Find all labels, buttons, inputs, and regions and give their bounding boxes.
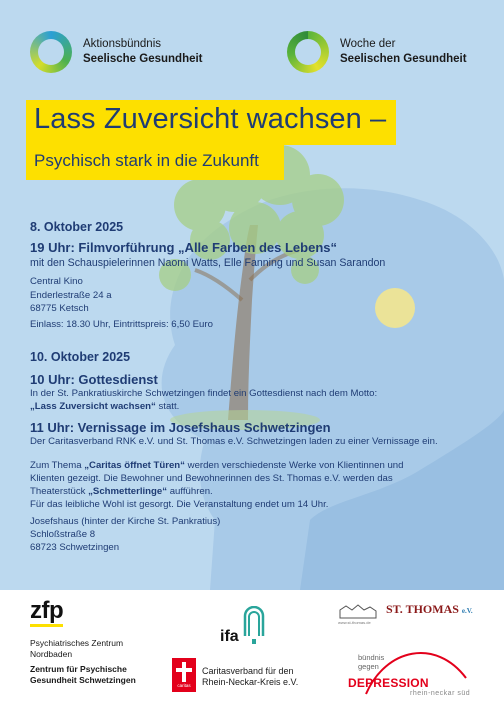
day2-city: 68723 Schwetzingen <box>30 542 120 553</box>
theme-line-1 <box>30 460 403 473</box>
logo-left-line1: Aktionsbündnis <box>83 38 161 50</box>
depression-line2: gegen <box>358 661 379 671</box>
caritas-mark: caritas <box>177 683 191 688</box>
theme-line-3 <box>30 486 213 499</box>
theme-pre: Zum Thema <box>30 460 85 471</box>
caritas-flame-cross-icon <box>175 661 193 683</box>
day1-street: Enderlestraße 24 a <box>30 290 112 301</box>
service-text: In der St. Pankratiuskirche Schwetzingen findet ein Gottesdienst nach dem Motto: <box>30 388 378 399</box>
st-thomas-building-icon <box>338 602 378 622</box>
day1-venue: Central Kino <box>30 276 83 287</box>
service-motto: „Lass Zuversicht wachsen“ <box>30 401 156 412</box>
zfp-logo <box>30 598 63 627</box>
day1-date: 8. Oktober 2025 <box>30 220 124 234</box>
zfp-sub-line1: Zentrum für Psychische <box>30 664 127 674</box>
depression-region: rhein-neckar süd <box>410 690 471 697</box>
day2-street: Schloßstraße 8 <box>30 529 96 540</box>
theme-post: werden verschiedenste Werke von Klientinnen und <box>184 460 404 471</box>
aktionsbuendnis-logo <box>30 31 203 73</box>
day1-cast: mit den Schauspielerinnen Naomi Watts, Elle Fanning und Susan Sarandon <box>30 257 386 269</box>
sponsor-footer <box>0 590 504 712</box>
caritas-name <box>202 666 298 688</box>
day1-entry: Einlass: 18.30 Uhr, Eintrittspreis: 6,50 Euro <box>30 319 213 330</box>
ifa-arch-icon <box>243 606 265 646</box>
st-thomas-logo <box>386 602 473 617</box>
zfp-name-line2: Nordbaden <box>30 649 73 659</box>
page-title: Lass Zuversicht wachsen – <box>34 103 387 135</box>
service-title: 10 Uhr: Gottesdienst <box>30 372 158 387</box>
vernissage-title: 11 Uhr: Vernissage im Josefshaus Schwetzingen <box>30 420 331 435</box>
day1-city: 68775 Ketsch <box>30 303 89 314</box>
theme-line-4: Für das leibliche Wohl ist gesorgt. Die Veranstaltung endet um 14 Uhr. <box>30 499 329 510</box>
theme-line-2: Klienten gezeigt. Die Bewohner und Bewohnerinnen des St. Thomas e.V. werden das <box>30 473 393 484</box>
ring-logo-icon <box>30 31 72 73</box>
zfp-name <box>30 638 123 660</box>
depression-word: DEPRESSION <box>348 676 429 690</box>
theme-name: „Caritas öffnet Türen“ <box>84 460 185 471</box>
logo-left-line2: Seelische Gesundheit <box>83 53 203 65</box>
depression-small <box>358 654 384 671</box>
day2-venue: Josefshaus (hinter der Kirche St. Pankratius) <box>30 516 221 527</box>
depression-line1: bündnis <box>358 653 385 662</box>
caritas-logo <box>172 658 196 692</box>
logo-right-line2: Seelischen Gesundheit <box>340 53 467 65</box>
st-thomas-small-text: www.st-thomas.de <box>338 620 371 625</box>
logo-right-line1: Woche der <box>340 38 396 50</box>
ifa-wordmark: ifa <box>220 628 239 645</box>
st-thomas-name: ST. THOMAS <box>386 602 459 616</box>
ifa-logo <box>220 606 265 646</box>
caritas-name-line2: Rhein-Neckar-Kreis e.V. <box>202 677 299 687</box>
zfp-wordmark: zfp <box>30 598 63 627</box>
vernissage-text: Der Caritasverband RNK e.V. und St. Thomas e.V. Schwetzingen laden zu einer Vernissage ein. <box>30 436 438 447</box>
day2-date: 10. Oktober 2025 <box>30 350 131 364</box>
day1-event-title: 19 Uhr: Filmvorführung „Alle Farben des Lebens“ <box>30 240 337 255</box>
zfp-name-line1: Psychiatrisches Zentrum <box>30 638 124 648</box>
zfp-sub <box>30 664 136 686</box>
st-thomas-suffix: e.V. <box>461 607 473 615</box>
caritas-name-line1: Caritasverband für den <box>202 666 294 676</box>
play-post: aufführen. <box>167 486 213 497</box>
play-pre: Theaterstück <box>30 486 89 497</box>
zfp-sub-line2: Gesundheit Schwetzingen <box>30 675 136 685</box>
play-name: „Schmetterlinge“ <box>88 486 168 497</box>
ring-logo-icon <box>287 31 329 73</box>
page-subtitle: Psychisch stark in die Zukunft <box>34 151 259 170</box>
woche-logo <box>287 31 467 73</box>
service-motto-line <box>30 401 179 414</box>
service-end: statt. <box>155 401 180 412</box>
